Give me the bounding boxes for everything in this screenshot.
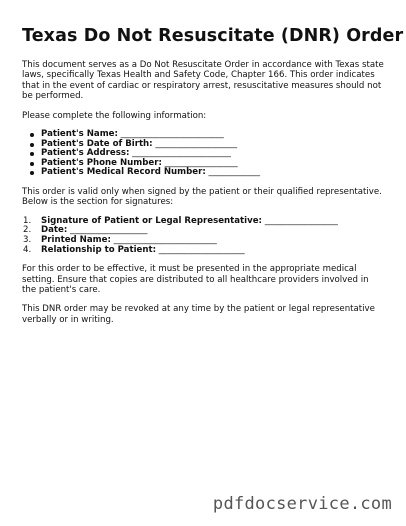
watermark: pdfdocservice.com xyxy=(212,494,392,514)
field-blank: _______________________ xyxy=(132,148,231,159)
field-label: Patient's Name: xyxy=(41,129,118,140)
item-number: 1. xyxy=(23,215,32,226)
field-label: Patient's Phone Number: xyxy=(41,157,162,168)
field-label: Patient's Address: xyxy=(41,148,130,159)
field-blank: ___________________ xyxy=(155,138,237,149)
signature-list xyxy=(22,217,384,255)
field-blank: ____________________ xyxy=(158,244,245,255)
validity-note: This order is valid only when signed by the patient or their qualified representative. Below is the section for signatures: xyxy=(22,187,382,208)
field-blank: ________________________ xyxy=(120,129,224,140)
field-label: Printed Name: xyxy=(41,235,111,245)
field-label: Patient's Date of Birth: xyxy=(41,138,153,149)
effective-note: For this order to be effective, it must be presented in the appropriate medical setting. Ensure that copies are distributed to all healthcare providers involved in the patient's care. xyxy=(22,264,369,295)
field-blank: ________________________ xyxy=(113,235,217,245)
field-blank: _________________ xyxy=(164,157,238,168)
field-blank: _________________ xyxy=(264,215,338,226)
field-label: Patient's Medical Record Number: xyxy=(41,167,206,178)
field-label: Signature of Patient or Legal Representative: xyxy=(41,215,262,226)
complete-prompt: Please complete the following information: xyxy=(22,110,207,121)
field-label: Date: xyxy=(41,225,68,236)
field-blank: ____________ xyxy=(208,167,261,178)
item-number: 4. xyxy=(23,244,32,255)
intro-paragraph: This document serves as a Do Not Resuscitate Order in accordance with Texas state laws, specifically Texas Health and Safety Code, Chapter 166. This order indicates that in the event of cardiac or respiratory arrest, resuscitative measures should not be performed. xyxy=(22,60,384,102)
document-title: Texas Do Not Resuscitate (DNR) Order xyxy=(22,26,404,46)
patient-info-list xyxy=(22,130,384,178)
revocation-note: This DNR order may be revoked at any time by the patient or legal representative verbally or in writing. xyxy=(22,304,375,325)
field-label: Relationship to Patient: xyxy=(41,244,157,255)
field-blank: __________________ xyxy=(70,225,148,236)
item-number: 2. xyxy=(23,225,32,236)
list-item xyxy=(22,168,384,178)
item-number: 3. xyxy=(23,235,32,245)
document-page xyxy=(22,26,404,325)
list-item xyxy=(22,246,384,256)
